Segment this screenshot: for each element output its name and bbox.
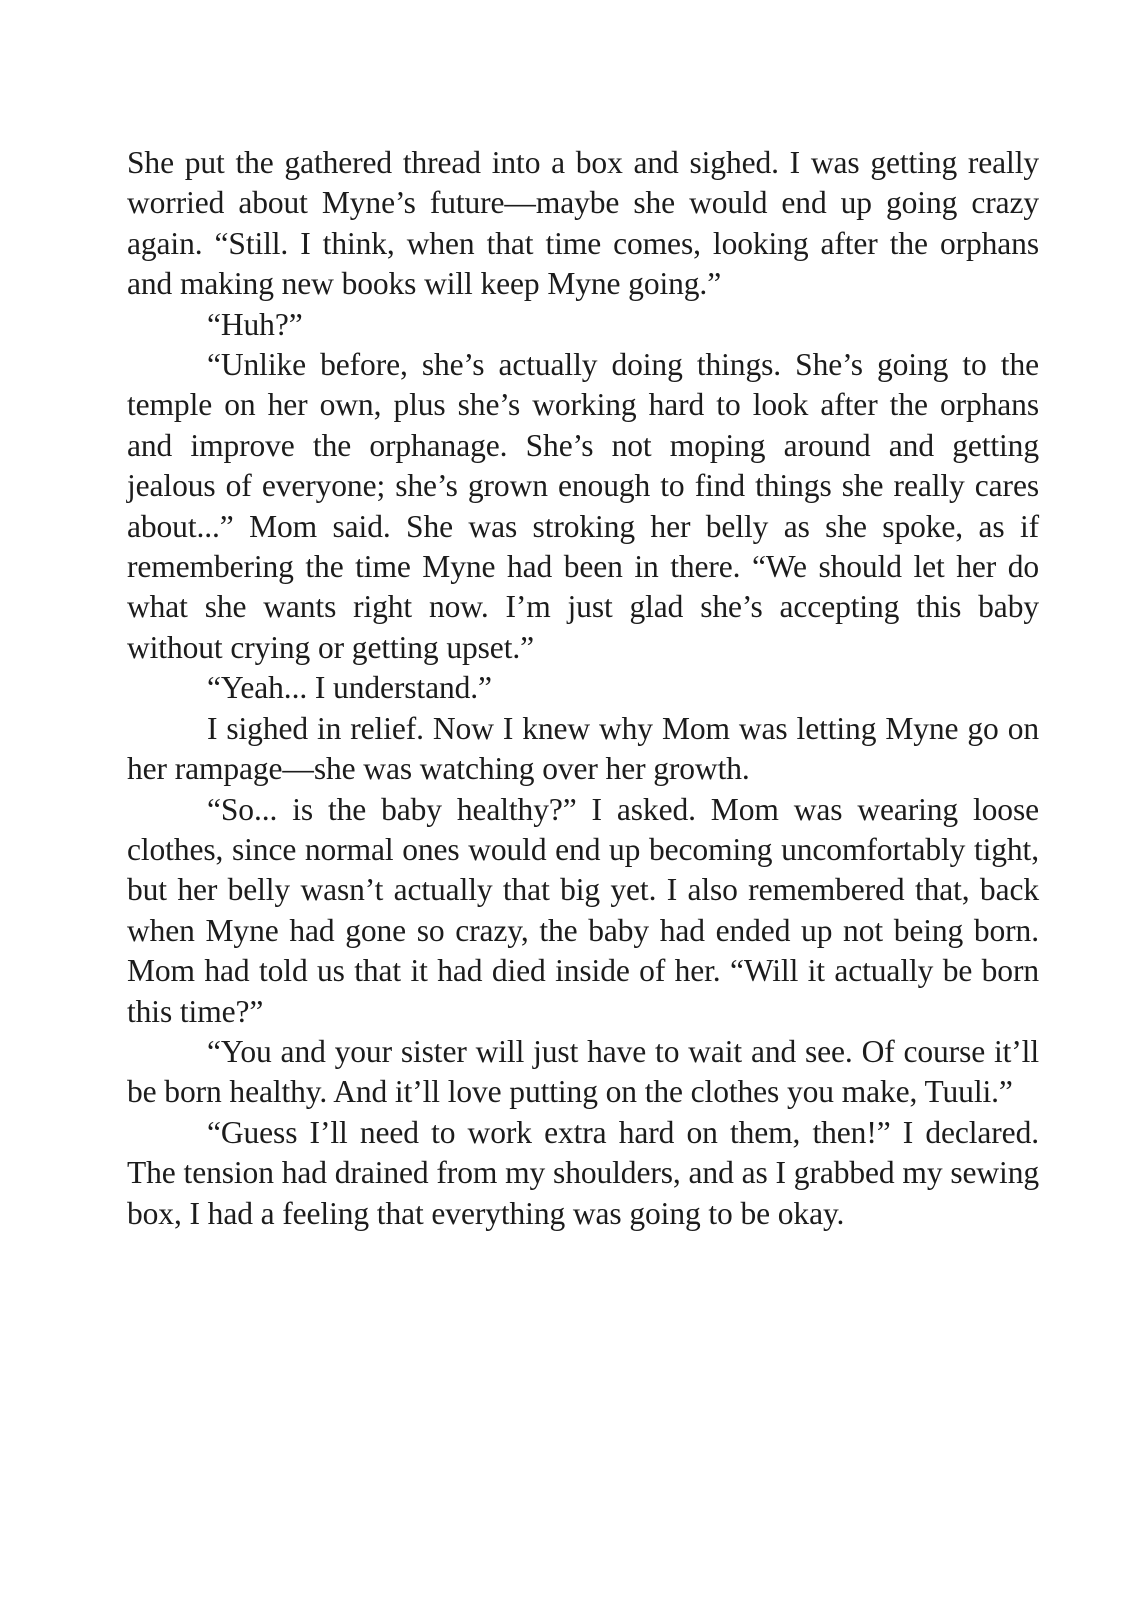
page-body [127,143,1039,1234]
paragraph: “Unlike before, she’s actually doing things. She’s going to the temple on her own, plus she’s working hard to look after the orphans and improve the orphanage. She’s not moping around and getting jealous of everyone; she’s grown enough to find things she really cares about...” Mom said. She was stroking her belly as she spoke, as if remembering the time Myne had been in there. “We should let her do what she wants right now. I’m just glad she’s accepting this baby without crying or getting upset.” [127,347,1039,665]
paragraph: “You and your sister will just have to wait and see. Of course it’ll be born healthy. And it’ll love putting on the clothes you make, Tuuli.” [127,1033,1039,1110]
paragraph: She put the gathered thread into a box and sighed. I was getting really worried about Myne’s future—maybe she would end up going crazy again. “Still. I think, when that time comes, looking after the orphans and making new books will keep Myne going.” [127,145,1039,302]
paragraph: “Guess I’ll need to work extra hard on them, then!” I declared. The tension had drained from my shoulders, and as I grabbed my sewing box, I had a feeling that everything was going to be okay. [127,1114,1039,1231]
paragraph: “Huh?” [207,306,303,342]
paragraph: “Yeah... I understand.” [207,670,492,706]
paragraph: “So... is the baby healthy?” I asked. Mom was wearing loose clothes, since normal ones would end up becoming uncomfortably tight, but her belly wasn’t actually that big yet. I also remembered that, back when Myne had gone so crazy, the baby had ended up not being born. Mom had told us that it had died inside of her. “Will it actually be born this time?” [127,791,1039,1029]
paragraph: I sighed in relief. Now I knew why Mom was letting Myne go on her rampage—she was watching over her growth. [127,710,1039,787]
